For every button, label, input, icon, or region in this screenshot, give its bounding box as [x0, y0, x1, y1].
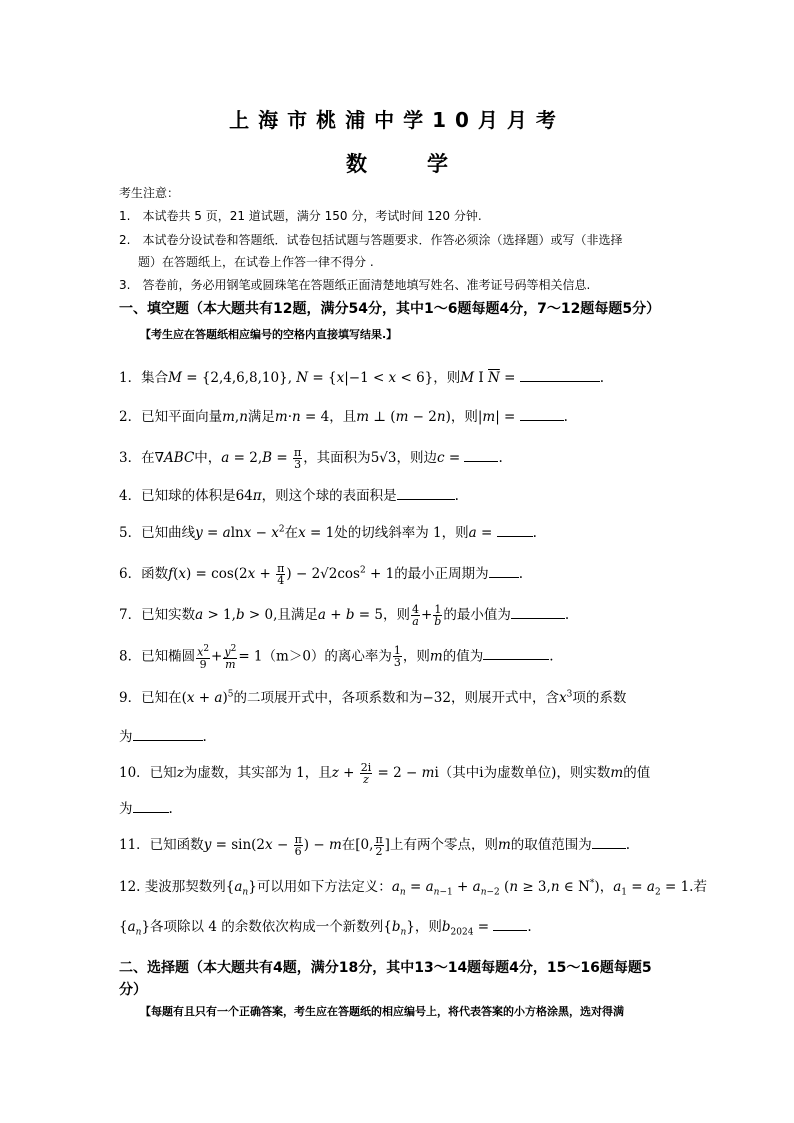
question-6: 6．函数f(x) = cos(2x + $\frac{\pi}{4}$ ) − $2√2\cos^2 + 1$的最小正周期为 .	[119, 562, 523, 587]
question-7: 7．已知实数a > 1,b > 0,且满足a + b = 5，则 $\frac{4}{a}$ + $\frac{1}{b}$ 的最小值为 .	[119, 603, 570, 628]
answer-blank	[511, 606, 565, 619]
section-2-hint: 【每题有且只有一个正确答案，考生应在答题纸的相应编号上，将代表答案的小方格涂黑，选对得满	[140, 1005, 624, 1018]
answer-blank	[397, 487, 455, 500]
question-11: 11．已知函数y = sin(2x − $\frac{\pi}{6}$ ) − m在[0, $\frac{\pi}{2}$ ]上有两个零点，则m的取值范围为 .	[119, 833, 631, 858]
section-1-heading: 一、填空题（本大题共有12题，满分54分，其中1～6题每题4分，7～12题每题5分）	[119, 301, 661, 317]
answer-blank	[464, 449, 498, 462]
question-4: 4．已知球的体积是64π，则这个球的表面积是 .	[119, 488, 459, 504]
question-1: 1．集合M = {2,4,6,8,10}, N = {x|−1 < x < 6}，则M I $\overline{N}$ = .	[119, 370, 605, 386]
answer-blank	[493, 918, 527, 931]
question-9: 9．已知在$(x + a)^5$的二项展开式中，各项系数和为−32，则展开式中，含$x^3$项的系数	[119, 689, 627, 706]
question-8: 8．已知椭圆 $\frac{x^2}{9}$ + $\frac{y^2}{m}$ = 1（m＞0）的离心率为 $\frac{1}{3}$ ，则m的值为 .	[119, 644, 554, 671]
answer-blank	[483, 647, 549, 660]
answer-blank	[520, 369, 600, 382]
question-3: 3．在∇ABC中，a = 2,B = $\frac{\pi}{3}$ ，其面积为5√3，则边c = .	[119, 446, 503, 471]
answer-blank	[133, 728, 203, 741]
question-9-cont: 为 .	[119, 729, 207, 745]
answer-blank	[497, 524, 533, 537]
answer-blank	[489, 565, 519, 578]
notice-item-2-cont: 题）在答题纸上，在试卷上作答一律不得分 .	[138, 255, 374, 269]
section-1-hint: 【考生应在答题纸相应编号的空格内直接填写结果.】	[140, 328, 398, 341]
notice-heading: 考生注意：	[119, 186, 180, 200]
exam-subject: 数学	[346, 152, 508, 176]
question-2: 2．已知平面向量m,n满足m·n = 4，且m ⊥ (m − 2n)，则|m| = .	[119, 409, 568, 425]
notice-item-1: 1. 本试卷共 5 页，21 道试题，满分 150 分，考试时间 120 分钟.	[119, 209, 482, 223]
question-5: 5．已知曲线$y = alnx - x^2$在x = 1处的切线斜率为 1，则a = .	[119, 524, 537, 541]
answer-blank	[520, 408, 564, 421]
exam-title: 上海市桃浦中学10月月考	[229, 108, 565, 132]
question-10: 10．已知z为虚数，其实部为 1，且z + $\frac{2i}{z}$ = 2 − mi（其中i为虚数单位)，则实数m的值	[119, 761, 651, 786]
answer-blank	[592, 836, 626, 849]
notice-item-3: 3. 答卷前，务必用钢笔或圆珠笔在答题纸正面清楚地填写姓名、准考证号码等相关信息.	[119, 278, 591, 292]
question-10-cont: 为 .	[119, 801, 173, 817]
answer-blank	[133, 800, 169, 813]
section-2-heading-cont: 分）	[119, 982, 147, 998]
notice-item-2: 2. 本试卷分设试卷和答题纸．试卷包括试题与答题要求．作答必须涂（选择题）或写（非选择	[119, 233, 623, 247]
question-12-cont: $\{a_n\}$各项除以 4 的余数依次构成一个新数列$\{b_n\}$，则$b_{2024}$ = .	[119, 919, 532, 938]
question-12: 12. 斐波那契数列$\{a_n\}$可以用如下方法定义：$a_n = a_{n-1} + a_{n-2}$ (n ≥ 3,n ∈ N*)，$a_1 = a_2 = 1$.若	[119, 878, 707, 898]
section-2-heading: 二、选择题（本大题共有4题，满分18分，其中13～14题每题4分，15～16题每题5	[119, 960, 652, 976]
